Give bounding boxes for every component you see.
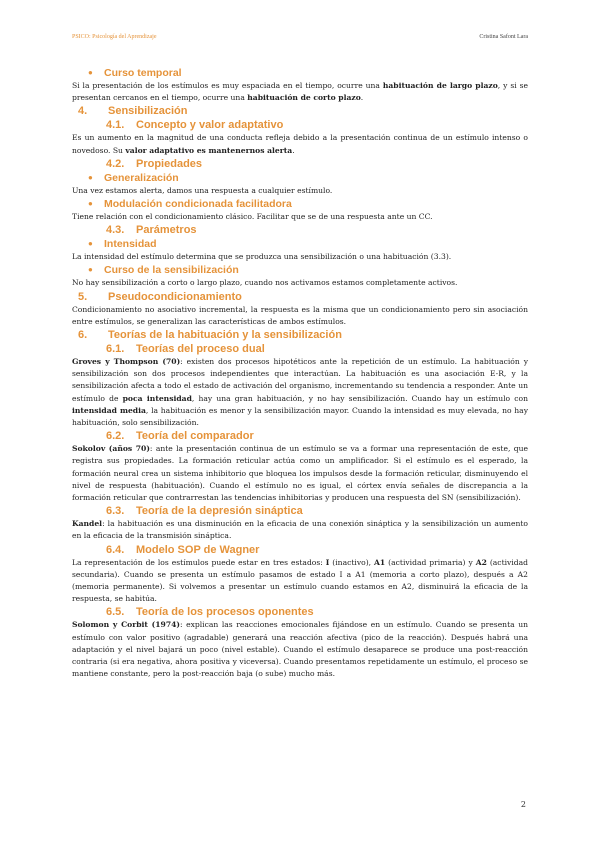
heading-section-4-3: 4.3. Parámetros	[106, 224, 197, 237]
heading-section-5: 5. Pseudocondicionamiento	[78, 290, 242, 303]
heading-section-6: 6. Teorías de la habituación y la sensibilización	[78, 329, 342, 342]
header-course: PSICO: Psicología del Aprendizaje	[72, 34, 157, 40]
heading-section-6-4: 6.4. Modelo SOP de Wagner	[106, 543, 260, 556]
paragraph-sop-wagner: La representación de los estímulos puede estar en tres estados: I (inactivo), A1 (actividad primaria) y A2 (actividad secundaria). Cuando se presenta un estímulo pasamos de estado I a A1 (memoria a corto plazo), después a A2 (memoria permanente). Si volvemos a presentar un estímulo cuando estamos en A2, disminuirá la eficacia de la respuesta, se habitúa.	[72, 557, 529, 604]
document-body	[72, 66, 528, 681]
heading-section-6-2: 6.2. Teoría del comparador	[106, 430, 254, 443]
bullet-icon: ●	[88, 239, 93, 249]
paragraph-procesos-oponentes: Solomon y Corbit (1974): explican las reacciones emocionales fijándose en un estímulo. Cuando se presenta un estímulo con valor positivo (agradable) generará una reacción afectiva (pico de la reacción). Después habrá una adaptación y el nivel bajará un poco (nivel estable). Cuando el estímulo desaparece se produce una post-reacción contraria (si era negativa, ahora positiva y viceversa). Cuando presentamos repetidamente un estímulo, el proceso se mantiene constante, pero la post-reacción baja (o sube) mucho más.	[72, 620, 528, 679]
bullet-icon: ●	[88, 199, 93, 209]
heading-section-6-3: 6.3. Teoría de la depresión sináptica	[106, 505, 303, 518]
heading-modulacion: ● Modulación condicionada facilitadora	[88, 198, 292, 211]
bullet-icon: ●	[88, 68, 93, 77]
heading-generalizacion: ● Generalización	[88, 171, 179, 184]
bullet-icon: ●	[88, 265, 93, 275]
paragraph-curso-sensibilizacion: No hay sensibilización a corto o largo plazo, cuando nos activamos estamos completamente activos.	[72, 278, 458, 288]
header-author: Cristina Safont Lara	[479, 34, 528, 40]
heading-section-4-2: 4.2. Propiedades	[106, 157, 203, 170]
paragraph-proceso-dual: Groves y Thompson (70): existen dos procesos hipotéticos ante la repetición de un estímulo. La habituación y sensibilización son dos procesos independientes que interactúan. La habituación es una asociación E-R, y la sensibilización afecta a todo el estado de activación del organismo, incrementando su tendencia a responder. Ante un estímulo de poca intensidad, hay una gran habituación, y no hay sensibilización. Cuando hay un estímulo con intensidad media, la habituación es menor y la sensibilización mayor. Cuando la intensidad es muy elevada, no hay habituación, solo sensibilización.	[72, 357, 528, 428]
heading-section-4-1: 4.1. Concepto y valor adaptativo	[106, 119, 284, 132]
heading-curso-temporal: ● Curso temporal	[88, 67, 182, 79]
paragraph-intensidad: La intensidad del estímulo determina que se produzca una sensibilización o una habituación (3.3).	[72, 252, 452, 262]
paragraph-pseudocondicionamiento: Condicionamiento no asociativo incremental, la respuesta es la misma que un condicionamiento pero sin asociación entre estímulos, se generalizan las características de ambos estímulos.	[72, 304, 528, 326]
paragraph-comparador: Sokolov (años 70): ante la presentación continua de un estímulo se va a formar una representación de este, que registra sus propiedades. La formación reticular actúa como un amplificador. Si el estímulo es el esperado, la formación neural crea un sistema inhibitorio que bloquea los impulsos desde la formación reticular, disminuyendo el nivel de respuesta (habituación). Cuando el estímulo no es igual, el córtex envía señales de discrepancia a la formación reticular que contrarrestan las tendencias inhibitorias y producen una respuesta del SN (sensibilización).	[72, 444, 528, 503]
paragraph-generalizacion: Una vez estamos alerta, damos una respuesta a cualquier estímulo.	[72, 185, 333, 195]
heading-curso-sensibilizacion: ● Curso de la sensibilización	[88, 264, 239, 277]
paragraph-curso-temporal: Si la presentación de los estímulos es muy espaciada en el tiempo, ocurre una habituación de largo plazo, y si se presentan cercanos en el tiempo, ocurre una habituación de corto plazo.	[72, 81, 528, 103]
paragraph-concepto: Es un aumento en la magnitud de una conducta refleja debido a la presentación continua de un estímulo intenso o novedoso. Su valor adaptativo es mantenernos alerta.	[72, 133, 528, 155]
heading-section-6-1: 6.1. Teorías del proceso dual	[106, 343, 265, 356]
paragraph-depresion-sinaptica: Kandel: la habituación es una disminución en la eficacia de una conexión sináptica y la sensibilización un aumento en la eficacia de la transmisión sináptica.	[72, 519, 528, 541]
heading-section-4: 4. Sensibilización	[78, 105, 188, 118]
bullet-icon: ●	[88, 172, 93, 182]
page-number: 2	[520, 800, 526, 809]
heading-intensidad: ● Intensidad	[88, 238, 157, 251]
paragraph-modulacion: Tiene relación con el condicionamiento clásico. Facilitar que se de una respuesta ante un CC.	[72, 212, 433, 222]
heading-section-6-5: 6.5. Teoría de los procesos oponentes	[106, 606, 314, 619]
